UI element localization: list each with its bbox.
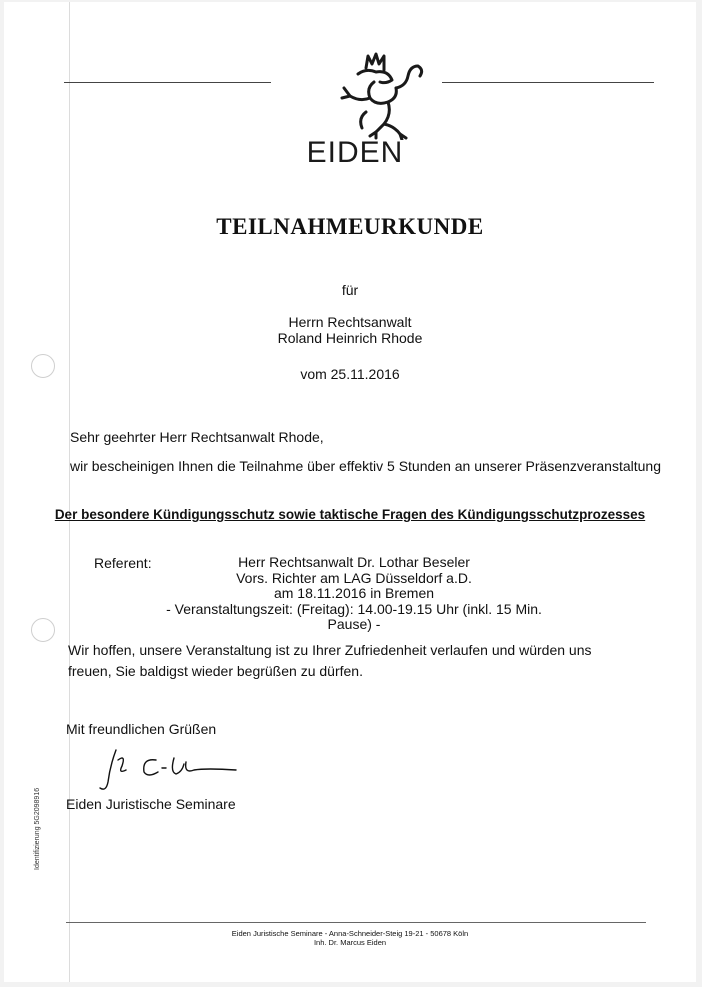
closing-paragraph: Wir hoffen, unsere Veranstaltung ist zu Ihrer Zufriedenheit verlaufen und würden uns freuen, Sie baldigst wieder begrüßen zu dürfen. bbox=[68, 642, 592, 679]
header-rule-right bbox=[442, 82, 654, 83]
certificate-page bbox=[4, 2, 696, 982]
course-title: Der besondere Kündigungsschutz sowie taktische Fragen des Kündigungsschutzprozesses bbox=[54, 507, 646, 522]
identification-code: Identifizierung 5G2098916 bbox=[34, 787, 41, 870]
referent-line: am 18.11.2016 in Bremen bbox=[273, 585, 435, 601]
lion-logo-icon bbox=[336, 48, 426, 140]
referent-details bbox=[154, 555, 554, 633]
document-title: TEILNAHMEURKUNDE bbox=[216, 214, 484, 239]
scan-fold-line bbox=[69, 2, 70, 982]
certify-line: wir bescheinigen Ihnen die Teilnahme über effektiv 5 Stunden an unserer Präsenzveranstaltung bbox=[70, 458, 661, 474]
footer-rule bbox=[66, 922, 646, 923]
brand-logo-text: EIDEN bbox=[306, 136, 404, 169]
referent-label: Referent: bbox=[94, 555, 152, 571]
recipient-name: Roland Heinrich Rhode bbox=[277, 330, 423, 346]
recipient-title: Herrn Rechtsanwalt bbox=[288, 314, 412, 330]
signature-name: Eiden Juristische Seminare bbox=[66, 796, 236, 812]
header-rule-left bbox=[64, 82, 271, 83]
handwritten-signature bbox=[96, 746, 241, 794]
footer-owner: Inh. Dr. Marcus Eiden bbox=[313, 938, 387, 947]
punch-hole-bottom bbox=[31, 618, 55, 642]
footer-address: Eiden Juristische Seminare - Anna-Schneider-Steig 19-21 - 50678 Köln bbox=[231, 929, 469, 938]
referent-line: Vors. Richter am LAG Düsseldorf a.D. bbox=[236, 569, 472, 586]
for-label: für bbox=[341, 282, 359, 298]
issue-date: vom 25.11.2016 bbox=[300, 366, 400, 382]
referent-line: Herr Rechtsanwalt Dr. Lothar Beseler bbox=[238, 554, 470, 570]
salutation: Sehr geehrter Herr Rechtsanwalt Rhode, bbox=[70, 429, 324, 445]
greeting: Mit freundlichen Grüßen bbox=[66, 721, 217, 737]
referent-line: - Veranstaltungszeit: (Freitag): 14.00-19.15 Uhr (inkl. 15 Min. Pause) - bbox=[166, 600, 542, 632]
